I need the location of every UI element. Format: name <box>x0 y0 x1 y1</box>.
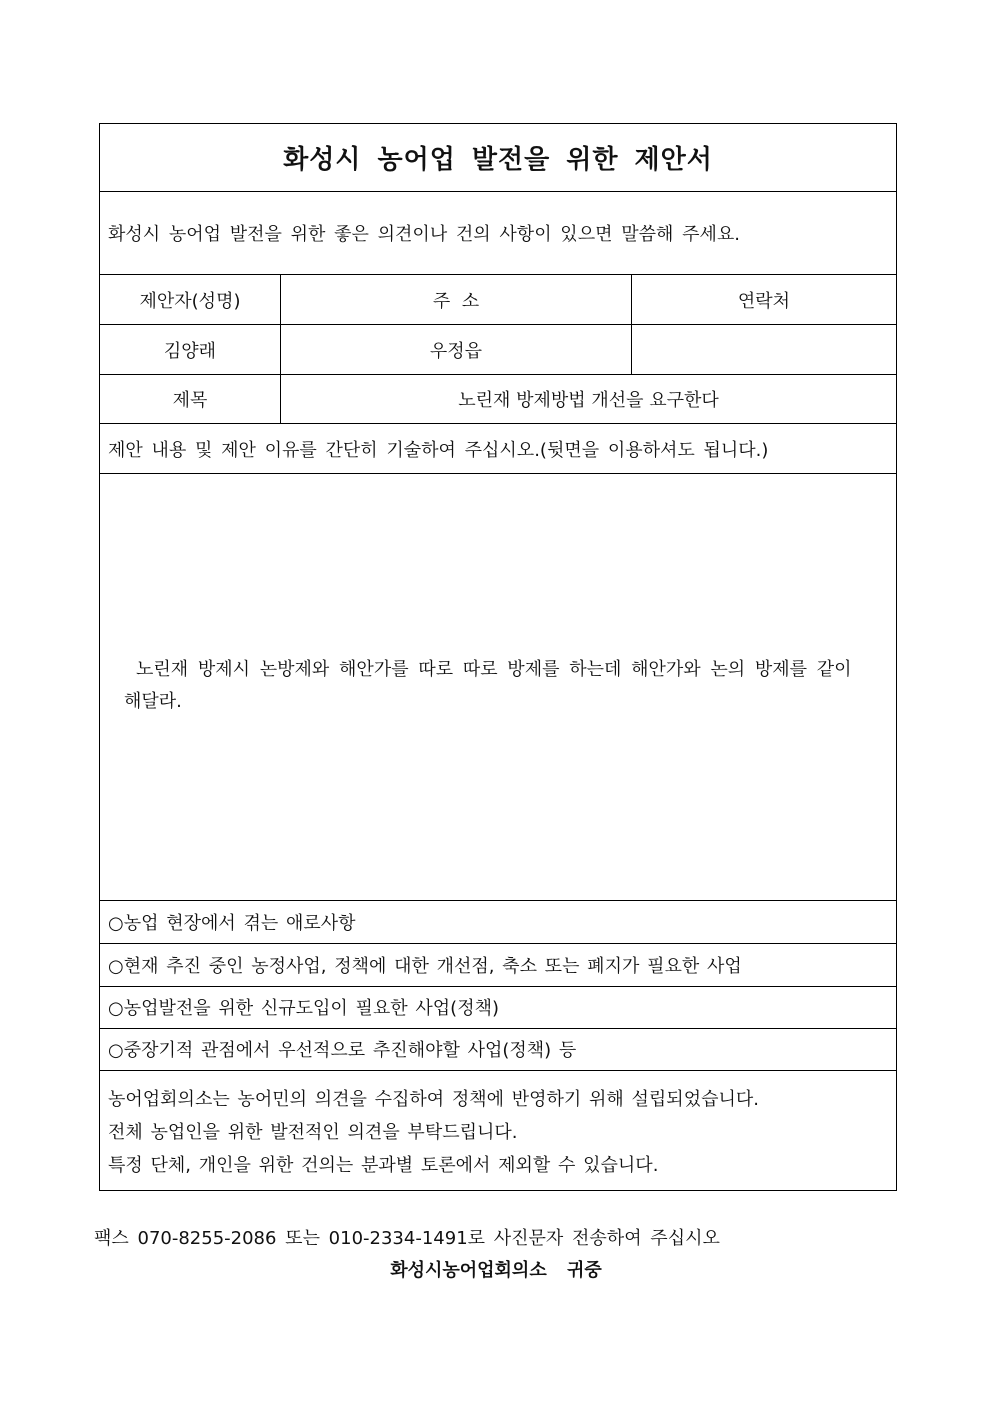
subject-label: 제목 <box>100 374 281 423</box>
proposer-value[interactable]: 김양래 <box>100 325 281 374</box>
values-row <box>100 325 896 375</box>
address-header-label: 주 소 <box>432 290 480 312</box>
notice-line: 전체 농업인을 위한 발전적인 의견을 부탁드립니다. <box>108 1122 518 1143</box>
address-header <box>281 275 632 324</box>
content-instruction: 제안 내용 및 제안 이유를 간단히 기술하여 주십시오.(뒷면을 이용하셔도 됩니다.) <box>100 424 896 474</box>
category-item: ○중장기적 관점에서 우선적으로 추진해야할 사업(정책) 등 <box>100 1028 896 1071</box>
subject-row <box>100 374 896 424</box>
proposal-content-text: 노린재 방제시 논방제와 해안가를 따로 따로 방제를 하는데 해안가와 논의 방제를 같이 해달라. <box>124 659 852 712</box>
contact-value[interactable] <box>632 325 896 374</box>
category-item: ○현재 추진 중인 농정사업, 정책에 대한 개선점, 축소 또는 폐지가 필요한 사업 <box>100 944 896 987</box>
notice-line: 특정 단체, 개인을 위한 건의는 분과별 토론에서 제외할 수 있습니다. <box>108 1155 659 1176</box>
form-intro: 화성시 농어업 발전을 위한 좋은 의견이나 건의 사항이 있으면 말씀해 주세요. <box>100 192 896 275</box>
address-value[interactable]: 우정읍 <box>281 325 632 374</box>
fax-instruction: 팩스 070-8255-2086 또는 010-2334-1491로 사진문자 전송하여 주십시오 <box>94 1228 720 1249</box>
proposal-content-box[interactable] <box>100 474 896 901</box>
category-item: ○농업 현장에서 겪는 애로사항 <box>100 901 896 944</box>
category-item: ○농업발전을 위한 신규도입이 필요한 사업(정책) <box>100 986 896 1029</box>
header-row <box>100 275 896 325</box>
form-title: 화성시 농어업 발전을 위한 제안서 <box>100 124 896 192</box>
recipient-signature: 화성시농어업회의소 귀중 <box>390 1260 602 1281</box>
proposal-form <box>99 123 897 1191</box>
notice-box <box>100 1071 896 1192</box>
proposer-header: 제안자(성명) <box>100 275 281 324</box>
notice-line: 농어업회의소는 농어민의 의견을 수집하여 정책에 반영하기 위해 설립되었습니다. <box>108 1089 759 1110</box>
subject-value[interactable]: 노린재 방제방법 개선을 요구한다 <box>458 389 719 411</box>
contact-header: 연락처 <box>737 290 791 312</box>
